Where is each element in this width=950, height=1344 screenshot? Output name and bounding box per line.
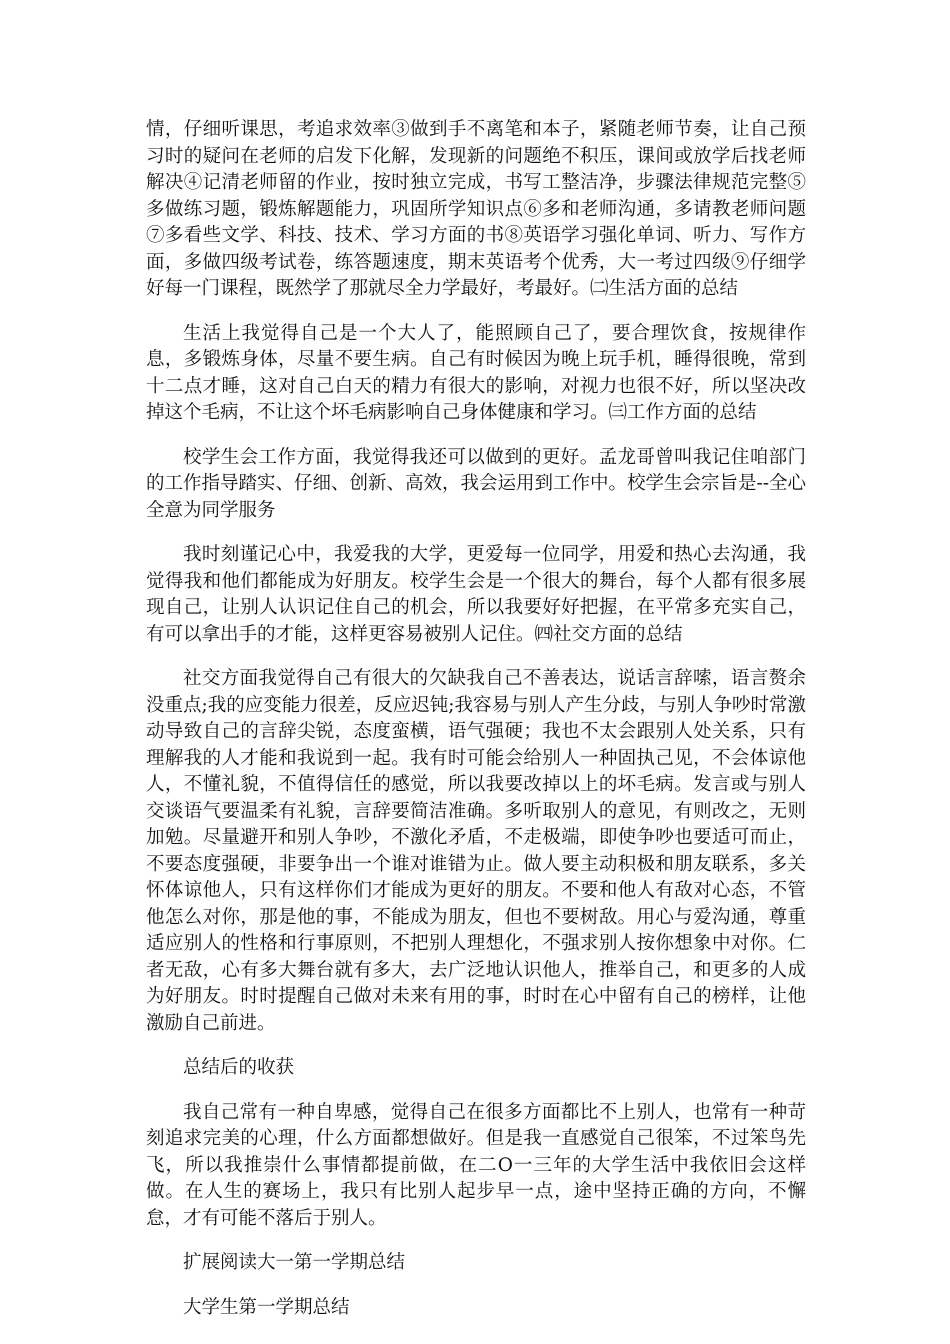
paragraph-student-union: 我时刻谨记心中，我爱我的大学，更爱每一位同学，用爱和热心去沟通，我觉得我和他们都能成为好朋友。校学生会是一个很大的舞台，每个人都有很多展现自己，让别人认识记住自己的机会，所以我要好好把握，在平常多充实自己，有可以拿出手的才能，这样更容易被别人记住。㈣社交方面的总结 [146,544,806,645]
heading-extended-reading: 扩展阅读大一第一学期总结 [183,1252,406,1273]
paragraph-social: 社交方面我觉得自己有很大的欠缺我自己不善表达，说话言辞嗦，语言赘余没重点;我的应变能力很差，反应迟钝;我容易与别人产生分歧，与别人争吵时常激动导致自己的言辞尖锐，态度蛮横，语气强硬；我也不太会跟别人处关系，只有理解我的人才能和我说到一起。我有时可能会给别人一种固执己见，不会体谅他人，不懂礼貌，不值得信任的感觉，所以我要改掉以上的坏毛病。发言或与别人交谈语气要温柔有礼貌，言辞要简洁准确。多听取别人的意见，有则改之，无则加勉。尽量避开和别人争吵，不激化矛盾，不走极端，即使争吵也要适可而止，不要态度强硬，非要争出一个谁对谁错为止。做人要主动积极和朋友联系，多关怀体谅他人，只有这样你们才能成为更好的朋友。不要和他人有敌对心态，不管他怎么对你，那是他的事，不能成为朋友，但也不要树敌。用心与爱沟通，尊重适应别人的性格和行事原则，不把别人理想化，不强求别人按你想象中对你。仁者无敌，心有多大舞台就有多大，去广泛地认识他人，推举自己，和更多的人成为好朋友。时时提醒自己做对未来有用的事，时时在心中留有自己的榜样，让他激励自己前进。 [146,668,806,1034]
paragraph-gains: 我自己常有一种自卑感，觉得自己在很多方面都比不上别人，也常有一种苛刻追求完美的心理，什么方面都想做好。但是我一直感觉自己很笨，不过笨鸟先飞，所以我推崇什么事情都提前做，在二O一三年的大学生活中我依旧会这样做。在人生的赛场上，我只有比别人起步早一点，途中坚持正确的方向，不懈怠，才有可能不落后于别人。 [146,1101,806,1229]
document-body [146,117,806,1339]
heading-gains: 总结后的收获 [183,1057,295,1078]
paragraph-study-continued: 情，仔细听课思，考追求效率③做到手不离笔和本子，紧随老师节奏，让自己预习时的疑问在老师的启发下化解，发现新的问题绝不积压，课间或放学后找老师解决④记清老师留的作业，按时独立完成，书写工整洁净，步骤法律规范完整⑤多做练习题，锻炼解题能力，巩固所学知识点⑥多和老师沟通，多请教老师问题⑦多看些文学、科技、技术、学习方面的书⑧英语学习强化单词、听力、写作方面，多做四级考试卷，练答题速度，期末英语考个优秀，大一考过四级⑨仔细学好每一门课程，既然学了那就尽全力学最好，考最好。㈡生活方面的总结 [146,119,806,299]
paragraph-work: 校学生会工作方面，我觉得我还可以做到的更好。孟龙哥曾叫我记住咱部门的工作指导踏实、仔细、创新、高效，我会运用到工作中。校学生会宗旨是--全心全意为同学服务 [146,446,807,521]
heading-semester-summary: 大学生第一学期总结 [183,1296,350,1318]
paragraph-life: 生活上我觉得自己是一个大人了，能照顾自己了，要合理饮食，按规律作息，多锻炼身体，尽量不要生病。自己有时候因为晚上玩手机，睡得很晚，常到十二点才睡，这对自己白天的精力有很大的影响，对视力也很不好，所以坚决改掉这个毛病，不让这个坏毛病影响自己身体健康和学习。㈢工作方面的总结 [146,322,806,423]
